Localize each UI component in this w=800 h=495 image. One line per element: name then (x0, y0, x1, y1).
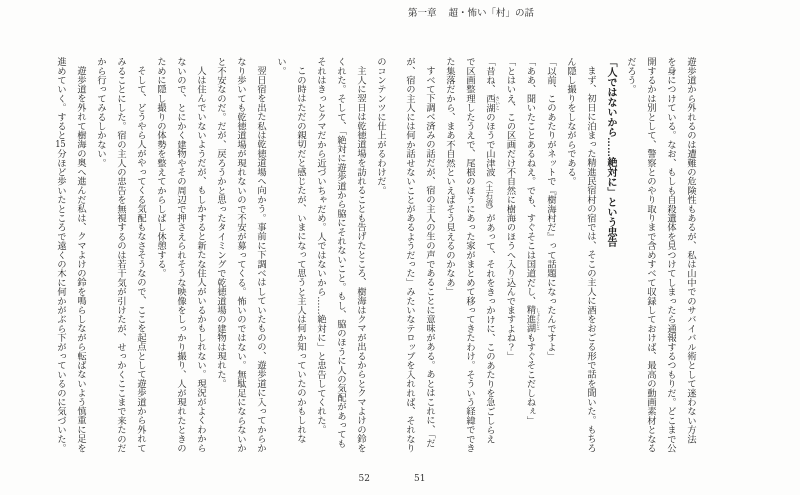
text-column: だろう。 (625, 57, 636, 94)
text-column: た集落だから、まあ不自然といえばそう見えるのかなあ」 (444, 57, 455, 297)
text-column: 遊歩道を外れて樹海の奥へ進んだ私は、クマよけの鈴を鳴らしながら転ばないよう慎重に足を (75, 66, 86, 453)
text-column: 「昔ね、西湖 さいこのほうで山津波（土石流）があって、それをきっかけに、このあたりを急ごしらえ (484, 57, 500, 444)
page-number-52: 52 (358, 474, 370, 484)
text-column: 遊歩道から外れるのは遭難の危険性もあるが、私は山中でのサバイバル術として迷わない方法 (685, 57, 696, 444)
text-column: 「ああ、聞いたことあるねえ。でも、すぐそこは国道だし、精進湖 しょうじこもすぐそこだしねぇ」 (524, 57, 540, 426)
text-column: みることにした。宿の主人の忠告を無視するのは若干気が引けたが、せっかくここまで来たのだ (115, 57, 126, 453)
text-column: を身につけている。なお、もしも自殺遺体を見つけてしまったら通報するつもりだ。どこまで公 (665, 57, 676, 453)
text-column: 進めていく。すると15分ほど歩いたところで遠くの木に何かがぶら下がっているのに気づいた。 (55, 57, 66, 453)
text-column: それはきっとクマだから近づいちゃだめ。人ではないから……絶対に」と忠告してくれた。 (315, 57, 326, 435)
text-column: この時はただの親切だと感じたが、いまになって思うと主人は何か知っていたのかもしれない。 (275, 57, 306, 444)
text-column: 人は住んでいないようだが、もしかすると新たな住人がいるかもしれない。現況がよくわから (195, 66, 206, 453)
text-column: 翌日宿を出た私は乾徳道場へ向かう。事前に下調べはしていたものの、遊歩道に入ってからか (255, 66, 266, 453)
section-heading: 「人ではないから……絶対に」という忠告 (605, 57, 616, 247)
text-column: なり歩いても乾徳道場が現れないので不安が募ってくる。怖いのではない。無駄足にならないか (235, 57, 246, 453)
page-number-51: 51 (414, 474, 426, 484)
text-column: 開するかは別として、警察とのやり取りまで含めすべて収録しておけば、最高の動画素材となる (645, 57, 656, 453)
text-column: から行ってみるしかない。 (95, 57, 106, 168)
page-51-text (400, 57, 700, 455)
chapter-title: 超・怖い「村」の話 (448, 8, 535, 19)
text-column: が、宿の主人には何か話せないことがあるようだった」みたいなテロップを入れれば、それなり (404, 57, 415, 453)
page-52 (55, 57, 390, 484)
text-column: まず、初日に泊まった精進民宿村の宿では、そこの主人に酒をおごる形で話を聞いた。もちろ (585, 66, 596, 453)
text-column: と不安なのだ。だが、戻ろうかと思ったタイミングで乾徳道場の建物は現れた。 (215, 57, 226, 389)
text-column: そして、どうやら人がやってくる気配もなさそうなので、ここを起点として遊歩道から外れて (135, 66, 146, 453)
chapter-label: 第一章 (408, 8, 437, 19)
running-header (408, 5, 534, 19)
text-column: 主人に翌日は乾徳道場を訪れることも告げたところ、樹海はクマが出るからとクマよけの鈴を (355, 66, 366, 453)
text-column: すべて下調べ済みの話だが、宿の主人の生の声であることに意味がある。あとはこれに、「だ (424, 66, 435, 448)
text-column: くれた。そして、「絶対に遊歩道から脇にそれないこと。もし、脇のほうに人の気配があっても (335, 57, 346, 448)
text-column: 「とはいえ、この区画だけ不自然に樹海のほうへ入り込んでますよね？」 (504, 57, 516, 361)
text-column: 「以前、このあたりがネットで『樹海村だ』って話題になったんですよ」 (545, 57, 556, 361)
page-51 (400, 57, 700, 484)
text-column: ために隠し撮りの体勢を整えてからしばし休憩する。 (155, 57, 166, 278)
text-column: ん隠し撮りをしながらである。 (565, 57, 576, 186)
text-column: のコンテンツに仕上がるわけだ。 (375, 57, 386, 195)
text-column: で区画整理したうえで、尾根のほうにあった家がまとめて移ってきたわけ。そういう経緯ででき (464, 57, 475, 453)
text-column: ないので、とにかく建物やその周辺で押さえられそうな映像をしっかり撮り、人が現れたときの (175, 57, 186, 453)
page-52-text (55, 57, 390, 455)
